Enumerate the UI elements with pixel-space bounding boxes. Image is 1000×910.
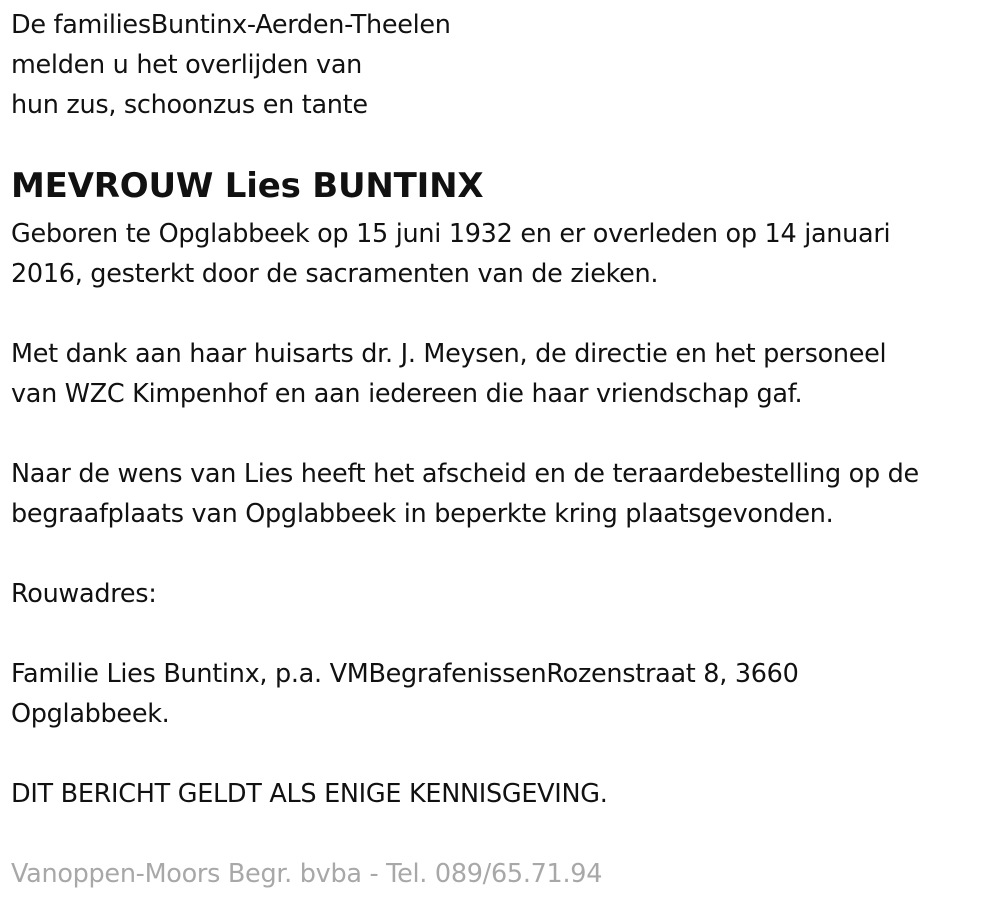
paragraph-line: van WZC Kimpenhof en aan iedereen die haar vriendschap gaf. [11, 379, 803, 409]
paragraph-line: begraafplaats van Opglabbeek in beperkte kring plaatsgevonden. [11, 499, 834, 529]
paragraph-line: Met dank aan haar huisarts dr. J. Meysen, de directie en het personeel [11, 339, 887, 369]
intro-text [11, 5, 451, 125]
notice-text: DIT BERICHT GELDT ALS ENIGE KENNISGEVING. [11, 779, 608, 809]
funeral-home-footer [11, 854, 602, 894]
intro-line: De familiesBuntinx-Aerden-Theelen [11, 10, 451, 40]
intro-line: hun zus, schoonzus en tante [11, 90, 368, 120]
intro-line: melden u het overlijden van [11, 50, 363, 80]
address-line: Familie Lies Buntinx, p.a. VMBegrafenissenRozenstraat 8, 3660 [11, 659, 799, 689]
paragraph-line: 2016, gesterkt door de sacramenten van de zieken. [11, 259, 659, 289]
address-label-text: Rouwadres: [11, 579, 157, 609]
birth-death-paragraph [11, 214, 890, 294]
thanks-paragraph [11, 334, 886, 414]
notice-statement [11, 774, 608, 814]
paragraph-line: Naar de wens van Lies heeft het afscheid en de teraardebestelling op de [11, 459, 919, 489]
wish-paragraph [11, 454, 919, 534]
footer-text: Vanoppen-Moors Begr. bvba - Tel. 089/65.71.94 [11, 859, 603, 889]
paragraph-line: Geboren te Opglabbeek op 15 juni 1932 en er overleden op 14 januari [11, 219, 891, 249]
address-line: Opglabbeek. [11, 699, 170, 729]
deceased-name: MEVROUW Lies BUNTINX [11, 166, 484, 206]
address-label [11, 574, 157, 614]
mourning-address [11, 654, 799, 734]
